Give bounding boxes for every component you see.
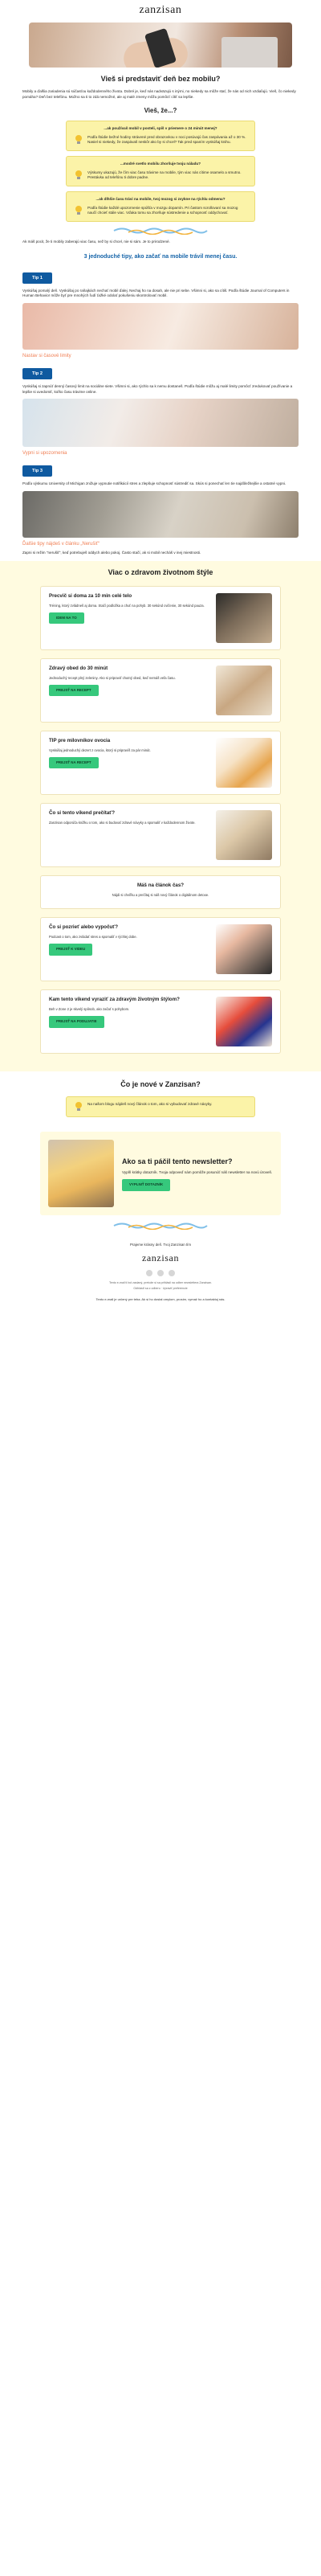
card-image [216,666,272,715]
fact-box [66,191,255,222]
card-description: Beh v Zone 2 je skvelý spôsob, ako začať s pohybom. [49,1007,130,1012]
footer-note: Tento e-mail je určený pre teba. Ak si ho dostal omylom, prosím, vymaž ho a kontaktuj nás. [95,1297,226,1302]
content-card [40,731,281,795]
card-image [216,810,272,860]
tip-caption: Nastav si časové limity [22,354,71,359]
footer-greeting: Prajeme krásny deň. Tvoj Zanzisan tím [129,1243,192,1247]
card-image [216,738,272,788]
content-card [40,917,281,981]
social-links [0,1270,321,1276]
content-card [40,989,281,1054]
fact-box [66,121,255,151]
facts-list [0,121,321,222]
card-description: Nájdi si chvíľku a prečítaj si náš nový článok o digitálnom detoxe. [112,893,209,898]
tips-outro: Zapni si režim "nerušiť", keď potrebuješ oddych alebo pokoj. Často stačí, ak si mobil necháš v inej miestnosti. [22,551,201,555]
tip-label: Tip 3 [22,465,52,477]
content-card [40,658,281,723]
intro-paragraph: Mobily a ďalšia zariadenia sú súčasťou každodenného života. Dobré je, keď nás nadväzujú s inými, no niekedy sa môže stať, že nás od nich vzdiaľujú. Vieš, čo niekedy pomáha? Deň bez telefónu. Možno sa ti to zdá nemožné, ale aj malé zmeny môžu pomôcť cítiť sa lepšie. [22,89,296,99]
fact-question: ...ak používaš mobil v posteli, spíš v priemere o 24 minút menej? [104,125,217,130]
fact-answer: Výskumy ukazujú, že čím viac času trávime na mobile, tým viac nás cítime osamelo a smutno. Prestávka od telefónu ti dobre padne. [87,170,242,180]
tip-caption[interactable]: Ďalšie tipy nájdeš v článku „Nerušiť“ [22,541,100,547]
card-description: Vyskúšaj jednoduchý dezert z ovocia, ktorý si pripravíš za pár minút. [49,748,151,753]
facts-title: Vieš, že...? [144,107,177,115]
header [0,0,321,21]
tip-photo [22,303,299,350]
intro-title: Vieš si predstaviť deň bez mobilu? [100,75,221,83]
tip-label: Tip 2 [22,368,52,379]
tips-heading: 3 jednoduché tipy, ako začať na mobile trávil menej času. [83,253,238,260]
lightbulb-icon [75,1102,83,1112]
card-button[interactable]: PREJSŤ NA RECEPT [49,685,99,696]
fact-box [66,156,255,186]
tip-photo [22,399,299,447]
card-description: Jednoduchý recept plný zeleniny. Ako si pripraviť chutný obed, keď nemáš veľa času. [49,676,176,681]
tip-text: Vyskúšaj si zapnúť denný časový limit na sociálne siete. Všimni si, ako rýchlo sa k nemu dostaneš. Podľa štúdie môžu aj malé limity pomôcť zredukovať používanie a lepšie si uvedomiť, koľko času trávime online. [22,383,293,394]
card-image [216,924,272,974]
footer-links[interactable]: Odhlásiť sa z odberu · Upraviť preferencie [133,1287,188,1291]
card-description: Podcast o tom, ako zvládať stres a spomaliť v rýchlej dobe. [49,935,137,940]
lightbulb-icon [75,135,83,145]
fact-question: ...modré svetlo mobilu zhoršuje tvoju náladu? [120,161,201,166]
section-title: Viac o zdravom životnom štýle [108,567,213,576]
survey-button[interactable]: VYPLNIŤ DOTAZNÍK [122,1179,170,1190]
facebook-icon[interactable] [146,1270,152,1276]
whats-new-section [0,1071,321,1124]
tip [22,461,299,547]
tip [22,268,299,360]
tip-text: Podľa výskumu University of Michigan znižuje vypnutie notifikácií stres a zlepšuje schopnosť sústrediť sa. Skús si ponechať len tie najdôležitejšie a ostatné vypni. [22,481,286,485]
healthy-lifestyle-section [0,561,321,1071]
card-button[interactable]: IDEM NA TO [49,612,84,624]
tip [22,363,299,457]
card-image [216,593,272,643]
tip-label: Tip 1 [22,272,52,284]
youtube-icon[interactable] [169,1270,175,1276]
card-title: Kam tento víkend vyraziť za zdravým životným štýlom? [49,997,180,1003]
survey-text: Vyplň krátky dotazník. Tvoja odpoveď nám pomôže posunúť náš newsletter na novú úroveň. [122,1169,273,1174]
content-card [40,586,281,650]
card-title: Máš na článok čas? [136,883,185,889]
tip-caption: Vypni si upozornenia [22,451,67,457]
card-button[interactable]: PREJSŤ NA PODUJATIE [49,1016,104,1027]
card-title: Čo si pozrieť alebo vypočuť? [49,924,119,931]
whats-new-box [66,1096,255,1117]
footer-disclaimer: Tento e-mail ti bol zaslaný, pretože si sa prihlásil na odber newslettera Zanzisan. [108,1280,213,1284]
card-button[interactable]: PREJSŤ NA RECEPT [49,757,99,768]
logo[interactable]: zanzisan [139,3,182,16]
content-card [40,875,281,909]
card-description: Tréning, ktorý zvládneš aj doma. Stačí podložka a chuť na pohyb. 30 sekúnd cvičenie, 30 sekúnd pauza. [49,604,205,608]
tip-photo [22,491,299,538]
decorative-squiggle [112,227,209,235]
survey-image [48,1140,114,1207]
tips-section [22,240,299,556]
card-title: Zdravý obed do 30 minút [49,666,108,672]
tip-text: Vyskúšaj pomalý deň. Vyskúšaj po raňajkách nechať mobil ďalej. Nechaj ho na dosah, ale nie pri sebe. Všimni si, ako sa cítiš. Podľa štúdie Journal of Computers in Human Behavior môže byť pre mnohých ľudí ťažké odolať pokušeniu skontrolovať mobil. [22,288,290,298]
card-title: Precvič si doma za 10 min celé telo [49,593,132,600]
card-description: Zanzisan odporúča knižku o tom, ako si budovať zdravé návyky a spomaliť v každodennom živote. [49,821,196,825]
whats-new-text: Na našom blogu nájdeš nový článok o tom, ako si vybudovať zdravé návyky. [87,1102,213,1107]
fact-question: ...ak dlhšie času trávi na mobile, tvoj mozog si zvykne na rýchlu odmenu? [95,196,226,201]
lightbulb-icon [75,170,83,180]
survey-block [40,1132,281,1215]
intro-section [22,74,299,116]
footer-logo[interactable]: zanzisan [141,1251,180,1263]
card-image [216,997,272,1046]
lightbulb-icon [75,206,83,215]
hero-image [29,23,292,68]
fact-answer: Podľa štúdie bežné hodiny strávené pred obrazovkou v noci posúvajú čas zaspávania až o 30 %. Nasiel si niekedy, že zaspávaš neskôr ako by si chcel? Tak pred spaním vyskúšaj knihu. [87,134,246,145]
survey-title: Ako sa ti páčil tento newsletter? [122,1157,233,1165]
card-title: Čo si tento víkend prečítať? [49,810,116,817]
tips-intro-paragraph: Ak máš pocit, že ti mobily zaberajú viac času, než by si chcel, nie si sám. Je to prirodzené. [22,239,170,244]
instagram-icon[interactable] [157,1270,164,1276]
content-card [40,803,281,867]
decorative-squiggle [112,1222,209,1230]
card-title: TIP pre milovníkov ovocia [49,738,111,744]
card-button[interactable]: PREJSŤ K VIDEU [49,944,92,955]
section-title: Čo je nové v Zanzisan? [120,1080,201,1089]
laptop-shape [221,37,278,68]
fact-answer: Podľa štúdie každé upozornenie spúšťa v mozgu dopamín. Pri častom scrollovaní sa mozog naučí chcieť stále viac. Vďaka tomu sa zhoršuje sústredenie a schopnosť oddychovať. [87,205,238,215]
footer [0,1235,321,1312]
